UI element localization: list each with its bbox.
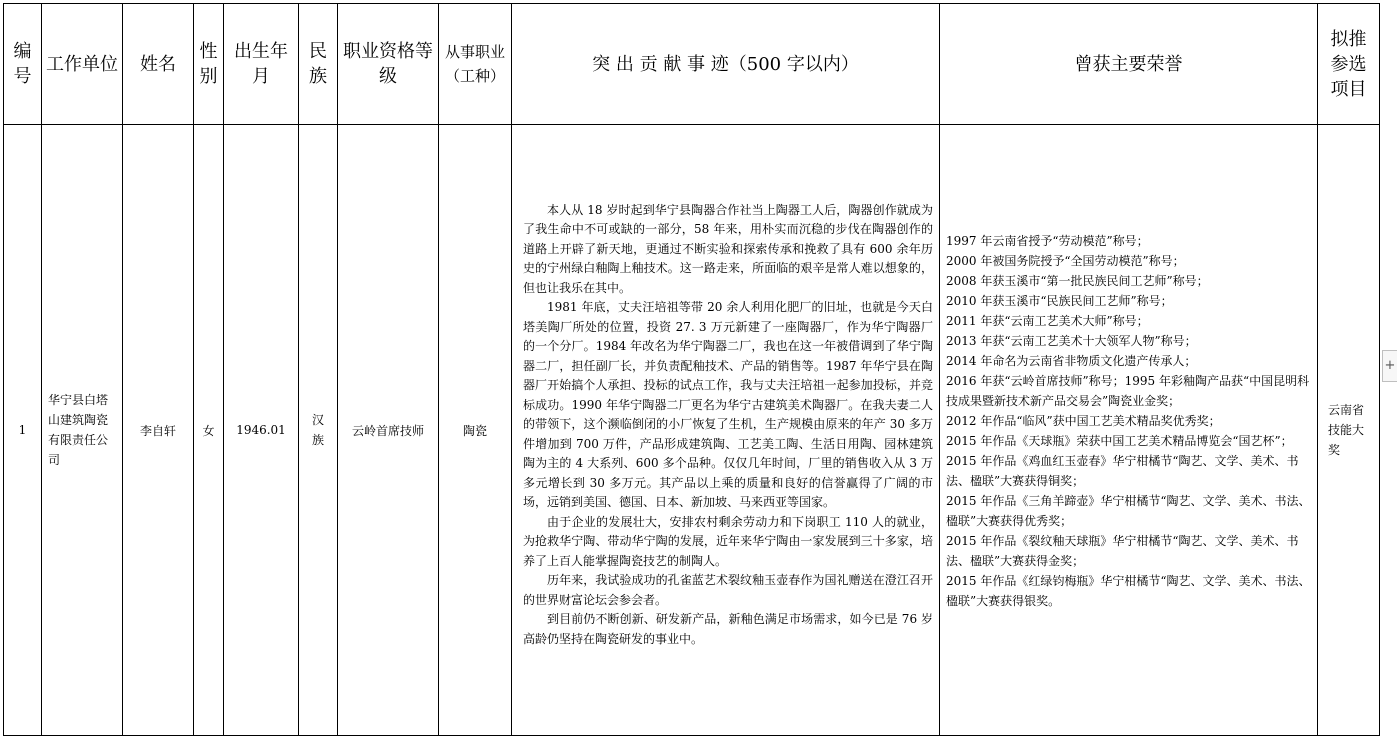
plus-icon: + bbox=[1384, 358, 1396, 373]
honor-item: 2015 年作品《天球瓶》荣获中国工艺美术精品博览会“国艺杯”； bbox=[946, 434, 1293, 448]
header-row bbox=[4, 4, 1380, 125]
record-no: 1 bbox=[4, 125, 42, 736]
record-employer: 华宁县白塔山建筑陶瓷有限责任公司 bbox=[42, 125, 123, 736]
header-honors: 曾获主要荣誉 bbox=[940, 4, 1318, 125]
honor-item: 2015 年作品《裂纹釉天球瓶》华宁柑橘节“陶艺、文学、美术、书法、楹联”大赛获得金奖； bbox=[946, 534, 1299, 568]
contribution-paragraph: 本人从 18 岁时起到华宁县陶器合作社当上陶器工人后，陶器创作就成为了我生命中不可或缺的一部分，58 年来，用朴实而沉稳的步伐在陶器创作的道路上开辟了新天地，更通过不断实验和探索传承和挽救了具有 600 余年历史的宁州绿白釉陶上釉技术。这一路走来，所面临的艰辛是常人难以想象的，但也让我乐在其中。 bbox=[523, 202, 933, 295]
contribution-paragraph: 1981 年底，丈夫汪培祖等带 20 余人利用化肥厂的旧址，也就是今天白塔美陶厂所处的位置，投资 27. 3 万元新建了一座陶器厂，作为华宁陶器厂的一个分厂。1984 年改名为华宁陶器二厂，我也在这一年被借调到了华宁陶器二厂，担任副厂长，并负责配釉技术、产品的销售等。1987 年华宁县在陶器厂开始搞个人承担、投标的试点工作，我与丈夫汪培祖一起参加投标，并竞标成功。1990 年华宁陶器二厂更名为华宁古建筑美术陶器厂。在我夫妻二人的带领下，这个濒临倒闭的小厂恢复了生机，生产规模由原来的年产 30 多万件增加到 700 万件，产品形成建筑陶、工艺美工陶、生活日用陶、园林建筑陶为主的 4 大系列、600 多个品种。仅仅几年时间，厂里的销售收入从 3 万多元增长到 30 多万元。其产品以上乘的质量和良好的信誉赢得了广阔的市场，远销到美国、德国、日本、新加坡、马来西亚等国家。 bbox=[523, 300, 933, 510]
contribution-paragraph: 历年来，我试验成功的孔雀蓝艺术裂纹釉玉壶春作为国礼赠送在澄江召开的世界财富论坛会参会者。 bbox=[523, 573, 933, 607]
header-occupation: 从事职业（工种） bbox=[439, 4, 512, 125]
honor-item: 2015 年作品《三角羊蹄壶》华宁柑橘节“陶艺、文学、美术、书法、楹联”大赛获得优秀奖； bbox=[946, 494, 1311, 528]
record-award: 云南省技能大奖 bbox=[1318, 125, 1380, 736]
honor-item: 2014 年命名为云南省非物质文化遗产传承人； bbox=[946, 354, 1197, 368]
record-ethnicity: 汉族 bbox=[299, 125, 338, 736]
table-row bbox=[4, 125, 1380, 736]
header-name: 姓名 bbox=[123, 4, 194, 125]
header-birth: 出生年月 bbox=[224, 4, 299, 125]
honor-item: 2016 年获“云岭首席技师”称号；1995 年彩釉陶产品获“中国昆明科技成果暨新技术新产品交易会”陶瓷业金奖； bbox=[946, 374, 1310, 408]
header-contribution: 突 出 贡 献 事 迹（500 字以内） bbox=[512, 4, 940, 125]
honor-item: 1997 年云南省授予“劳动模范”称号； bbox=[946, 234, 1149, 248]
honor-item: 2015 年作品《鸡血红玉壶春》华宁柑橘节“陶艺、文学、美术、书法、楹联”大赛获得铜奖； bbox=[946, 454, 1299, 488]
record-birth: 1946.01 bbox=[224, 125, 299, 736]
contribution-paragraph: 由于企业的发展壮大，安排农村剩余劳动力和下岗职工 110 人的就业，为抢救华宁陶、带动华宁陶的发展，近年来华宁陶由一家发展到三十多家，培养了上百人能掌握陶瓷技艺的制陶人。 bbox=[523, 514, 933, 568]
honor-item: 2012 年作品“临风”获中国工艺美术精品奖优秀奖； bbox=[946, 414, 1221, 428]
header-ethnicity: 民族 bbox=[299, 4, 338, 125]
header-qualification: 职业资格等级 bbox=[338, 4, 439, 125]
record-name: 李自轩 bbox=[123, 125, 194, 736]
record-honors bbox=[940, 125, 1318, 736]
nomination-table bbox=[3, 3, 1380, 736]
header-award: 拟推参选项目 bbox=[1318, 4, 1380, 125]
honor-item: 2015 年作品《红绿钧梅瓶》华宁柑橘节“陶艺、文学、美术、书法、楹联”大赛获得银奖。 bbox=[946, 574, 1311, 608]
contribution-paragraph: 到目前仍不断创新、研发新产品，新釉色满足市场需求，如今已是 76 岁高龄仍坚持在陶瓷研发的事业中。 bbox=[523, 612, 933, 646]
record-gender: 女 bbox=[194, 125, 224, 736]
header-no: 编号 bbox=[4, 4, 42, 125]
record-qualification: 云岭首席技师 bbox=[338, 125, 439, 736]
header-employer: 工作单位 bbox=[42, 4, 123, 125]
record-occupation: 陶瓷 bbox=[439, 125, 512, 736]
expand-tab-button[interactable] bbox=[1382, 350, 1397, 382]
honor-item: 2010 年获玉溪市“民族民间工艺师”称号； bbox=[946, 294, 1173, 308]
record-contribution bbox=[512, 125, 940, 736]
honor-item: 2000 年被国务院授予“全国劳动模范”称号； bbox=[946, 254, 1185, 268]
honor-item: 2013 年获“云南工艺美术十大领军人物”称号； bbox=[946, 334, 1197, 348]
header-gender: 性别 bbox=[194, 4, 224, 125]
honor-item: 2008 年获玉溪市“第一批民族民间工艺师”称号； bbox=[946, 274, 1209, 288]
honor-item: 2011 年获“云南工艺美术大师”称号； bbox=[946, 314, 1149, 328]
